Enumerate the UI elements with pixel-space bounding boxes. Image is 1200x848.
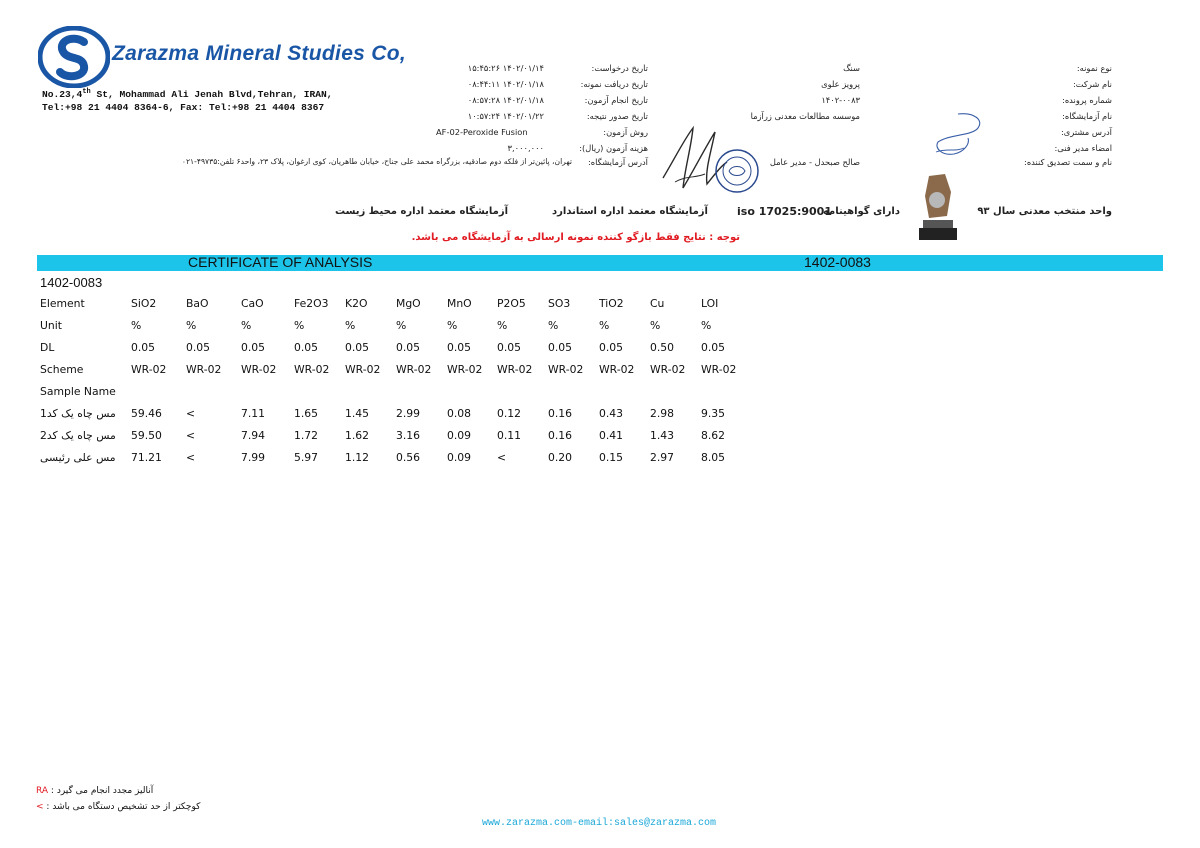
scheme-cell: WR-02 [131, 363, 167, 376]
result-cell: 0.16 [548, 429, 573, 442]
iso-prefix: دارای گواهینامه [822, 206, 900, 217]
dl-cell: 0.05 [131, 341, 156, 354]
label-test-date: تاریخ انجام آزمون: [584, 95, 648, 105]
unit-cell: % [345, 319, 356, 332]
value-receive-date: ۱۴۰۲/۰۱/۱۸ ۰۸:۴۴:۱۱ [467, 79, 544, 89]
result-cell: 8.62 [701, 429, 726, 442]
result-cell: 59.50 [131, 429, 162, 442]
result-cell: 9.35 [701, 407, 726, 420]
label-test-cost: هزینه آزمون (ریال): [579, 143, 648, 153]
result-cell: < [186, 407, 196, 420]
result-cell: 2.98 [650, 407, 675, 420]
company-logo [38, 26, 110, 88]
dl-cell: 0.50 [650, 341, 675, 354]
value-verifier: صالح صبحدل - مدیر عامل [769, 157, 860, 167]
result-cell: 2.99 [396, 407, 421, 420]
element-header: Cu [650, 297, 665, 310]
unit-cell: % [599, 319, 610, 332]
value-lab-address: تهران، پائین‌تر از فلکه دوم صادقیه، بزرگراه محمد علی جناح، خیابان طاهریان، کوی ارغوان، پلاک ۲۳، واحد۶ تلفن:۴۹۷۳۵-۰۲۱ [181, 157, 572, 166]
unit-cell: % [294, 319, 305, 332]
label-lab-name: نام آزمایشگاه: [1062, 111, 1112, 121]
value-lab-name: موسسه مطالعات معدنی زرآزما [750, 111, 860, 121]
certificate-number: 1402-0083 [804, 254, 871, 270]
label-request-date: تاریخ درخواست: [591, 63, 648, 73]
value-issue-date: ۱۴۰۲/۰۱/۲۲ ۱۰:۵۷:۲۴ [467, 111, 544, 121]
result-cell: 0.11 [497, 429, 522, 442]
footnote-less-than: < : کوچکتر از حد تشخیص دستگاه می باشد [36, 802, 201, 812]
result-cell: 7.99 [241, 451, 266, 464]
company-address: No.23,4th St, Mohammad Ali Jenah Blvd,Tehran, IRAN, [42, 88, 333, 101]
contact-link[interactable]: www.zarazma.com-email:sales@zarazma.com [482, 818, 717, 829]
row-label-unit: Unit [40, 319, 62, 332]
element-header: Fe2O3 [294, 297, 329, 310]
result-cell: 0.12 [497, 407, 522, 420]
dl-cell: 0.05 [396, 341, 421, 354]
element-header: CaO [241, 297, 264, 310]
scheme-cell: WR-02 [599, 363, 635, 376]
result-cell: 0.15 [599, 451, 624, 464]
result-cell: 59.46 [131, 407, 162, 420]
result-cell: 0.16 [548, 407, 573, 420]
label-client-address: آدرس مشتری: [1061, 127, 1112, 137]
result-cell: < [186, 429, 196, 442]
scheme-cell: WR-02 [294, 363, 330, 376]
value-test-method: AF-02-Peroxide Fusion [436, 127, 528, 137]
label-verifier: نام و سمت تصدیق کننده: [1024, 157, 1112, 167]
label-tech-manager-signature: امضاء مدیر فنی: [1054, 143, 1112, 153]
unit-cell: % [548, 319, 559, 332]
dl-cell: 0.05 [186, 341, 211, 354]
result-cell: 2.97 [650, 451, 675, 464]
result-cell: 1.43 [650, 429, 675, 442]
scheme-cell: WR-02 [345, 363, 381, 376]
result-cell: 5.97 [294, 451, 319, 464]
result-cell: 0.09 [447, 451, 472, 464]
scheme-cell: WR-02 [548, 363, 584, 376]
unit-cell: % [447, 319, 458, 332]
scheme-cell: WR-02 [186, 363, 222, 376]
label-issue-date: تاریخ صدور نتیجه: [586, 111, 648, 121]
value-file-number: ۱۴۰۲-۰۰۸۳ [821, 95, 860, 105]
result-cell: 1.45 [345, 407, 370, 420]
company-phone-fax: Tel:+98 21 4404 8364-6, Fax: Tel:+98 21 4404 8367 [42, 102, 325, 113]
result-cell: < [497, 451, 507, 464]
dl-cell: 0.05 [497, 341, 522, 354]
result-cell: 0.41 [599, 429, 624, 442]
result-cell: < [186, 451, 196, 464]
result-cell: 1.62 [345, 429, 370, 442]
top-mining-unit: واحد منتخب معدنی سال ۹۳ [977, 206, 1112, 217]
label-lab-address: آدرس آزمایشگاه: [587, 157, 648, 167]
unit-cell: % [186, 319, 197, 332]
sample-name: مس چاه یک کد1 [40, 407, 116, 420]
result-cell: 0.08 [447, 407, 472, 420]
dl-cell: 0.05 [294, 341, 319, 354]
results-notice: توجه : نتایج فقط بازگو کننده نمونه ارسالی به آزمایشگاه می باشد. [411, 232, 740, 243]
dl-cell: 0.05 [447, 341, 472, 354]
iso-certificate: iso 17025:9001 [737, 205, 832, 218]
result-cell: 1.65 [294, 407, 319, 420]
scheme-cell: WR-02 [241, 363, 277, 376]
unit-cell: % [701, 319, 712, 332]
result-cell: 0.20 [548, 451, 573, 464]
stamp-seal [714, 148, 760, 194]
result-cell: 0.56 [396, 451, 421, 464]
row-label-sample-name: Sample Name [40, 385, 116, 398]
label-file-number: شماره پرونده: [1062, 95, 1112, 105]
dl-cell: 0.05 [548, 341, 573, 354]
result-cell: 7.11 [241, 407, 266, 420]
result-cell: 1.12 [345, 451, 370, 464]
row-label-scheme: Scheme [40, 363, 84, 376]
element-header: LOI [701, 297, 719, 310]
element-header: SO3 [548, 297, 571, 310]
element-header: K2O [345, 297, 368, 310]
element-header: MgO [396, 297, 421, 310]
result-cell: 3.16 [396, 429, 421, 442]
unit-cell: % [131, 319, 142, 332]
label-company-name: نام شرکت: [1072, 79, 1112, 89]
element-header: MnO [447, 297, 472, 310]
scheme-cell: WR-02 [447, 363, 483, 376]
value-sample-type: سنگ [843, 63, 860, 73]
footnote-ra: RA : آنالیز مجدد انجام می گیرد [36, 786, 154, 796]
dl-cell: 0.05 [701, 341, 726, 354]
value-test-date: ۱۴۰۲/۰۱/۱۸ ۰۸:۵۷:۲۸ [467, 95, 544, 105]
row-label-element: Element [40, 297, 85, 310]
element-header: TiO2 [599, 297, 624, 310]
result-cell: 0.09 [447, 429, 472, 442]
company-name: Zarazma Mineral Studies Co, [112, 42, 407, 65]
certificate-title: CERTIFICATE OF ANALYSIS [188, 254, 373, 270]
unit-cell: % [241, 319, 252, 332]
label-test-method: روش آزمون: [603, 127, 648, 137]
result-cell: 71.21 [131, 451, 162, 464]
element-header: SiO2 [131, 297, 157, 310]
result-cell: 1.72 [294, 429, 319, 442]
sample-name: مس چاه یک کد2 [40, 429, 116, 442]
unit-cell: % [650, 319, 661, 332]
result-cell: 0.43 [599, 407, 624, 420]
scheme-cell: WR-02 [650, 363, 686, 376]
environment-lab-accreditation: آزمایشگاه معتمد اداره محیط زیست [335, 206, 508, 217]
scheme-cell: WR-02 [497, 363, 533, 376]
unit-cell: % [396, 319, 407, 332]
dl-cell: 0.05 [241, 341, 266, 354]
sample-name: مس علی رئیسی [40, 451, 116, 464]
label-receive-date: تاریخ دریافت نمونه: [580, 79, 648, 89]
value-company-name: پرویز علوی [821, 79, 860, 89]
row-label-dl: DL [40, 341, 55, 354]
result-cell: 8.05 [701, 451, 726, 464]
unit-cell: % [497, 319, 508, 332]
dl-cell: 0.05 [345, 341, 370, 354]
award-trophy-image [915, 172, 961, 242]
verifier-signature-image [928, 108, 988, 170]
scheme-cell: WR-02 [396, 363, 432, 376]
result-cell: 7.94 [241, 429, 266, 442]
standard-lab-accreditation: آزمایشگاه معتمد اداره استاندارد [552, 206, 708, 217]
value-request-date: ۱۴۰۲/۰۱/۱۴ ۱۵:۴۵:۲۶ [467, 63, 544, 73]
element-header: BaO [186, 297, 209, 310]
job-number: 1402-0083 [40, 275, 103, 290]
label-sample-type: نوع نمونه: [1076, 63, 1112, 73]
value-test-cost: ۳,۰۰۰,۰۰۰ [507, 143, 544, 153]
dl-cell: 0.05 [599, 341, 624, 354]
scheme-cell: WR-02 [701, 363, 737, 376]
element-header: P2O5 [497, 297, 526, 310]
